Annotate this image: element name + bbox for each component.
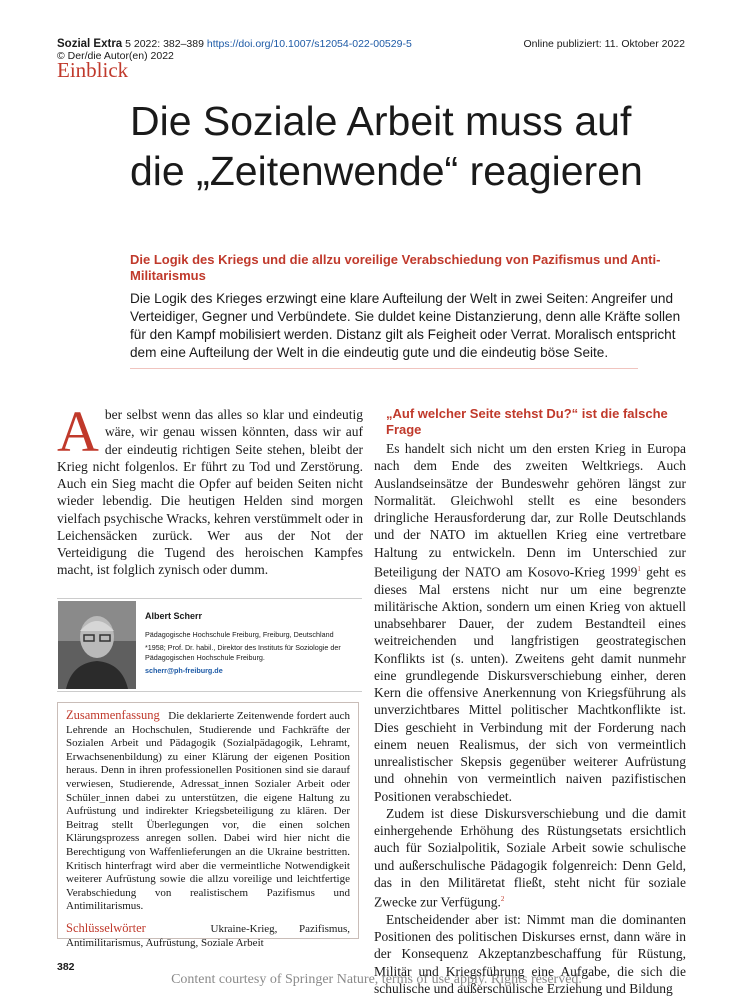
dropcap: A [57,399,99,464]
published-date: Online publiziert: 11. Oktober 2022 [523,38,685,50]
abstract [66,709,358,914]
author-bio: *1958; Prof. Dr. habil., Direktor des Instituts für Soziologie der Pädagogischen Hochschule Freiburg. [145,643,341,662]
copyright: © Der/die Autor(en) 2022 [57,50,174,62]
journal-name: Sozial Extra [57,38,123,50]
intro-paragraph [57,399,363,579]
article-subtitle: Die Logik des Kriegs und die allzu voreilige Verabschiedung von Pazifismus und Anti-Militarismus [130,252,661,283]
abstract-box [57,702,359,949]
body-paragraph: Entscheidender aber ist: Nimmt man die dominanten Positionen des politischen Diskurses ernst, dann wäre in der Konsequenz Akzeptanzbeschaffung für Rüstung, Militär und Kriegsführung eine Aufgabe, die sich die schulische und außerschulische Erziehung und Bildung [374,911,686,996]
right-column [374,406,686,997]
author-affiliation: Pädagogische Hochschule Freiburg, Freiburg, Deutschland [145,630,334,639]
article-title: Die Soziale Arbeit muss auf die „Zeitenwende“ reagieren [130,98,643,194]
footer-notice: Content courtesy of Springer Nature, terms of use apply. Rights reserved. [171,972,582,987]
author-name: Albert Scherr [145,611,203,621]
intro-text: ber selbst wenn das alles so klar und eindeutig wäre, wir genau wissen könnten, dass wir auf der eindeutig richtigen Seite stehen, bleibt der Krieg nicht folgenlos. Er führt zu Tod und Zerstörung. Auch ein Sieg macht die Opfer auf beiden Seiten nicht wieder lebendig. Die heutigen Helden sind morgen vielfach psychische Wracks, kehren verstümmelt oder in Leichensäcken zurück. Wer aus der Not der Verteidigung die Tugend des heroischen Kampfes macht, ist folglich zynisch oder dumm. [57,407,363,578]
page-number: 382 [57,961,75,973]
keywords-label: Schlüsselwörter [66,920,146,935]
keywords [66,922,358,950]
abstract-label: Zusammenfassung [66,708,160,722]
footnote-ref[interactable]: 1 [637,564,641,573]
paragraph-text: Zudem ist diese Diskursverschiebung und die damit einhergehende Erhöhung des Rüstungsetats ersichtlich auch für Sozialpolitik, Soziale Arbeit sowie schulische und außerschulische Pädagogik folgenreich: Denn Geld, das in den Militäretat fließt, steht nicht für soziale Zwecke zur Verfügung. [374,805,686,910]
author-box [57,598,362,692]
left-column [57,399,363,579]
author-photo [58,601,136,689]
body-paragraph [374,805,686,911]
divider [130,368,638,369]
keywords-text: Ukraine-Krieg, Pazifismus, Antimilitarismus, Aufrüstung, Soziale Arbeit [66,922,350,949]
citation: 5 2022: 382–389 [125,38,204,50]
abstract-text: Die deklarierte Zeitenwende fordert auch Lehrende an Hochschulen, Studierende und Fachkräfte der Sozialen Arbeit und Pädagogik (Sozialpädagogik, Lehramt, Erwachsenenbildung) zu einer Klärung der eigenen Position heraus. Denn in ihren professionellen Positionen sind sie darauf verwiesen, Studierende, Adressat_innen Sozialer Arbeit oder Schüler_innen dabei zu unterstützen, die eigene Haltung zu Aufrüstung und indirekter Kriegsbeteiligung zu klären. Der Beitrag stellt Überlegungen vor, die einen solchen Klärungsprozess anregen sollen. Dabei wird hier nicht die Berechtigung von Waffenlieferungen an die Ukraine bestritten. Kritisch hinterfragt wird aber die vermeintliche Notwendigkeit weiterer Aufrüstung sowie die allzu voreilige und leichtfertige Verabschiedung von realistischem Pazifismus und Antimilitarismus. [66,710,351,913]
section-label: Einblick [57,58,129,82]
lead-paragraph: Die Logik des Krieges erzwingt eine klare Aufteilung der Welt in zwei Seiten: Angreifer und Verteidiger, Gegner und Verbündete. Sie duldet keine Distanzierung, denn alle Kräfte sollen für den Kampf mobilisiert werden. Distanz gilt als Feigheit oder Verrat. Moralisch entspricht dem eine Aufteilung der Welt in die eindeutig gute und die eindeutig böse Seite. [130,291,681,360]
doi-link[interactable]: https://doi.org/10.1007/s12054-022-00529-5 [206,38,412,50]
body-paragraph [374,440,686,805]
paragraph-text: Es handelt sich nicht um den ersten Krieg in Europa nach dem Ende des zweiten Weltkriegs. Auch Auslandseinsätze der Bundeswehr gehören längst zur Normalität. Gleichwohl stellt es eine besonders dringliche Herausforderung dar, zur Rolle Deutschlands und der NATO im aktuellen Krieg eine vertretbare Haltung zu entwickeln. Denn im Unterschied zur Beteiligung der NATO am Kosovo-Krieg 1999 [374,441,686,580]
paragraph-text: geht es dieses Mal erstens nicht nur um eine begrenzte militärische Aktion, sondern um einen Krieg von aktuell unabsehbarer Dauer, der zudem Bestandteil eines weitreichenden und langfristigen geostrategischen Konflikts ist (s. unten). Zweitens geht damit nunmehr eine grundlegende Diskursverschiebung einher, deren Kern die offensive Anerkennung von Kriegsführung als unverzichtbares Mittel politischer Machtkonflikte ist. Dies geschieht in Verbindung mit der Forderung nach einem neuen Realismus, der sich von vermeintlich unrealistischer Skepsis gegenüber weiterer Aufrüstung und ohnehin von vermeintlich naiven pazifistischen Positionen verabschiedet. [374,564,686,804]
author-email[interactable]: scherr@ph-freiburg.de [145,666,223,675]
section-heading: „Auf welcher Seite stehst Du?“ ist die falsche Frage [386,406,668,437]
author-info [145,611,357,676]
footnote-ref[interactable]: 2 [500,895,505,903]
